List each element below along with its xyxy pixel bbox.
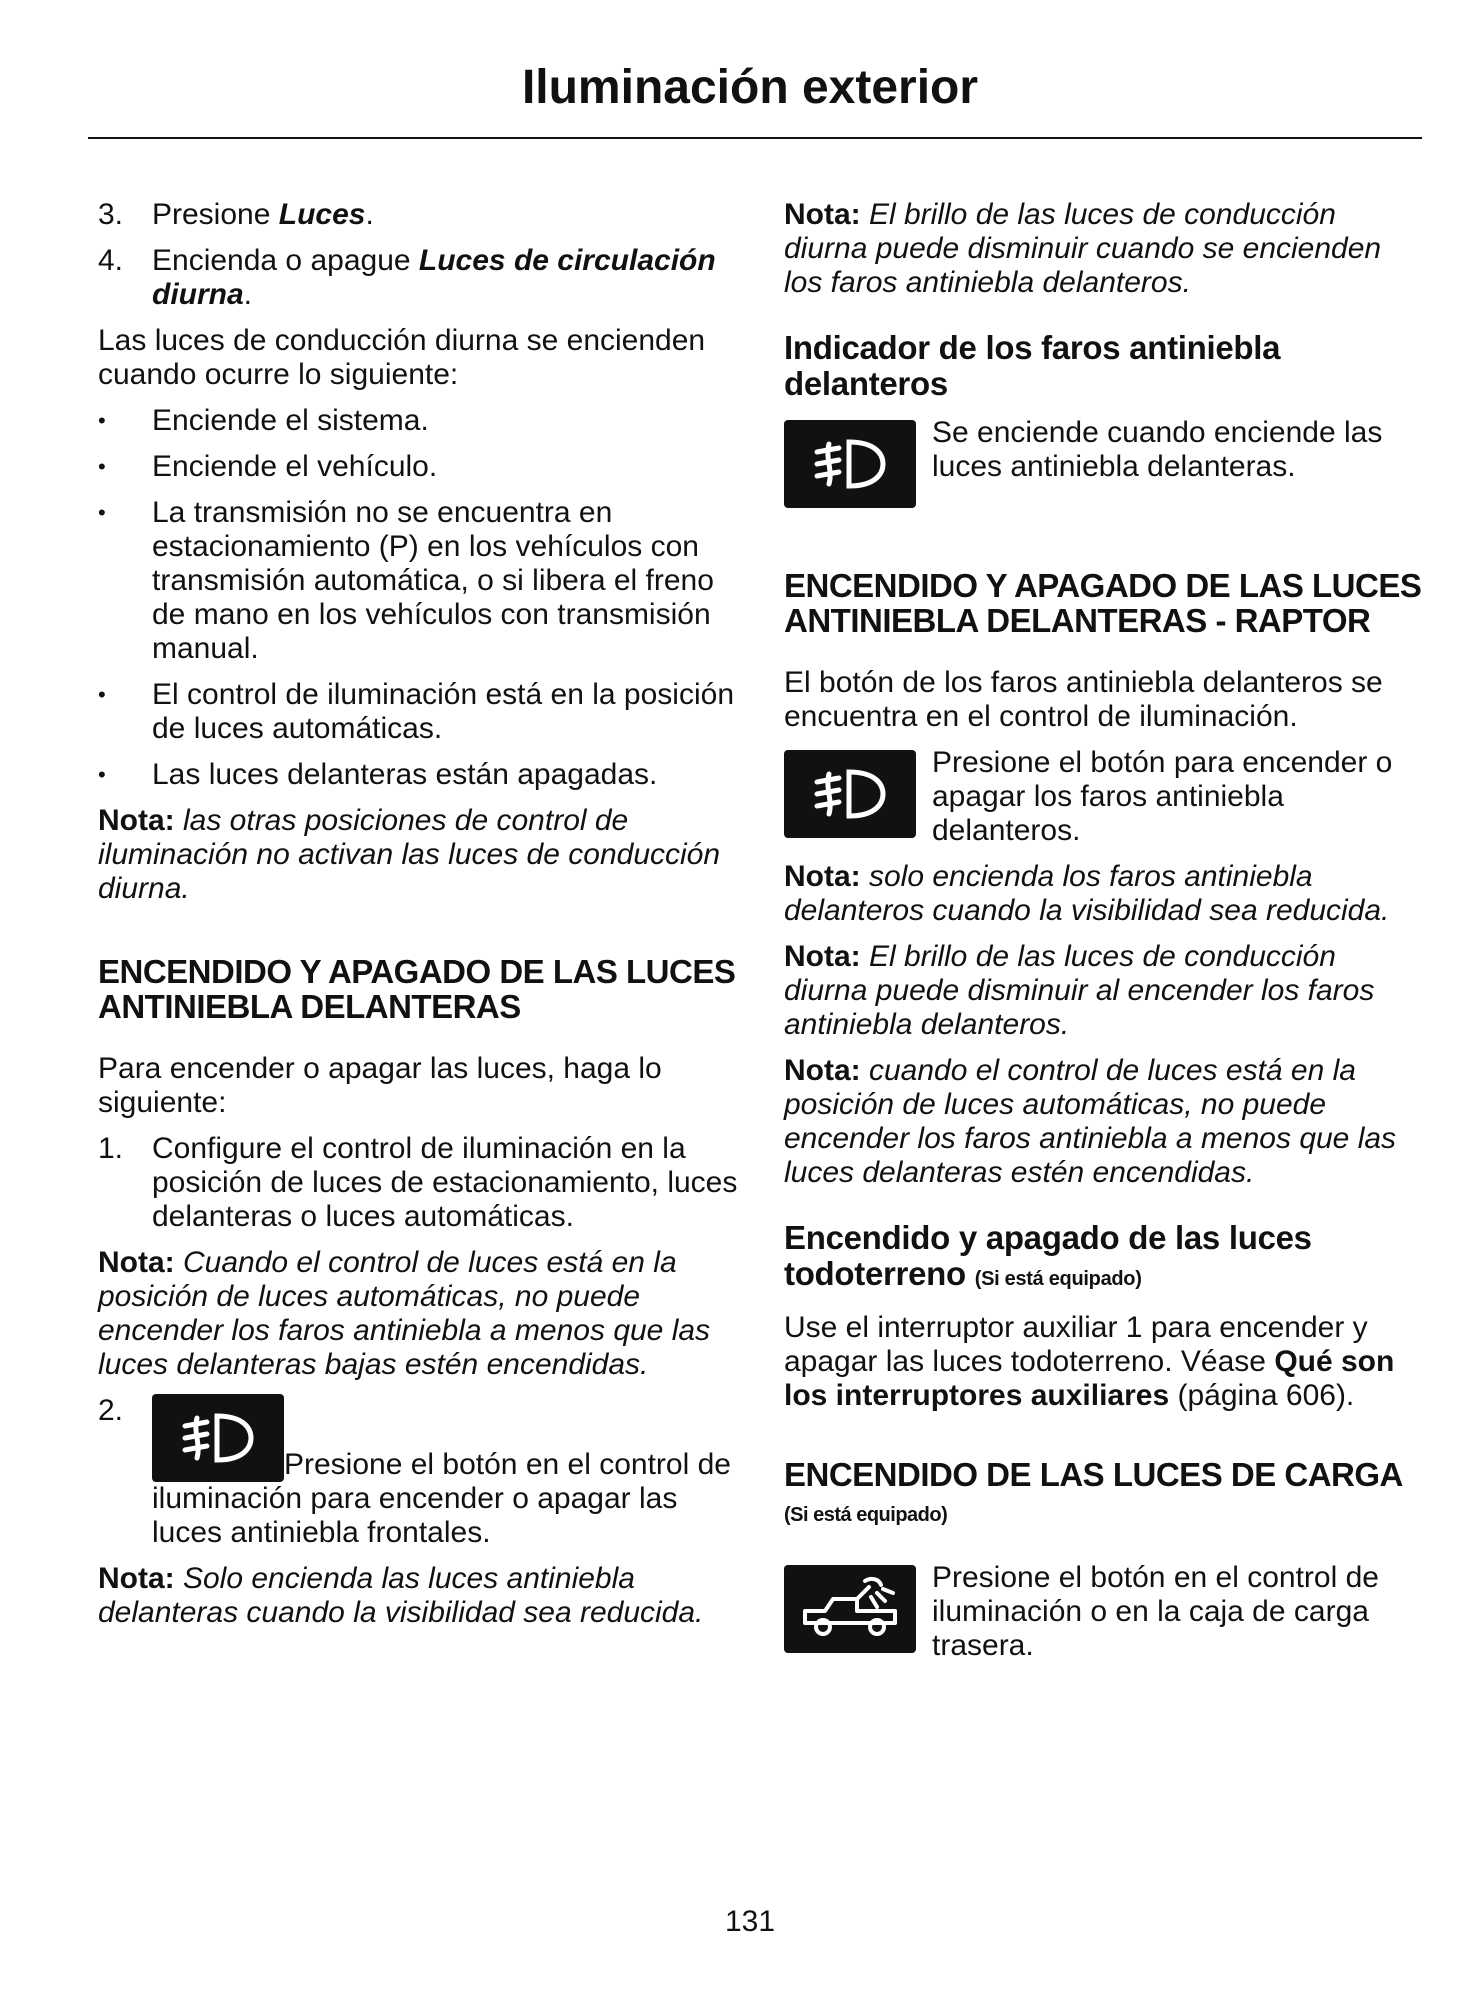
step-4: 4. Encienda o apague Luces de circulación diurna. xyxy=(98,244,716,311)
aux-switches-link[interactable]: Qué son los interruptores auxiliares xyxy=(784,1345,1395,1412)
page-title: Iluminación exterior xyxy=(521,61,979,114)
step-number: 2. xyxy=(98,1394,124,1427)
note-label: Nota: xyxy=(98,804,175,837)
list-item: • Enciende el sistema. xyxy=(98,404,429,437)
note-raptor-drl: Nota: El brillo de las luces de conducción diurna puede disminuir al encender los faros antiniebla delanteros. xyxy=(784,940,1375,1041)
fog-lamp-glyph xyxy=(173,1408,263,1468)
note-label: Nota: xyxy=(98,1246,175,1279)
offroad-para: Use el interruptor auxiliar 1 para encender y apagar las luces todoterreno. Véase Qué son los interruptores auxiliares (página 606). xyxy=(784,1311,1395,1412)
raptor-fog-row: Presione el botón para encender o apagar los faros antiniebla delanteros. xyxy=(784,746,1424,848)
list-item: • La transmisión no se encuentra en estacionamiento (P) en los vehículos con transmisión automática, o si libera el freno de mano en los vehículos con transmisión manual. xyxy=(98,496,714,665)
heading-fog-indicator: Indicador de los faros antiniebla delanteros xyxy=(784,329,1281,402)
title-divider xyxy=(88,137,1422,139)
note-visibility: Nota: Solo encienda las luces antiniebla delanteras cuando la visibilidad sea reducida. xyxy=(98,1562,704,1629)
drl-intro: Las luces de conducción diurna se encienden cuando ocurre lo siguiente: xyxy=(98,324,706,391)
fog-intro: Para encender o apagar las luces, haga lo siguiente: xyxy=(98,1052,662,1119)
left-column xyxy=(98,198,738,1642)
note-label: Nota: xyxy=(98,1562,175,1595)
list-item: • Las luces delanteras están apagadas. xyxy=(98,758,658,791)
list-item: • Enciende el vehículo. xyxy=(98,450,438,483)
fog-lamp-icon xyxy=(784,420,916,508)
step-2: 2. Presione el botón en el control de iluminación para encender o apagar las luces antiniebla frontales. xyxy=(98,1394,731,1549)
step-number: 3. xyxy=(98,198,124,231)
page-number: 131 xyxy=(724,1905,776,1938)
fog-indicator-row: Se enciende cuando enciende las luces antiniebla delanteras. xyxy=(784,416,1424,508)
step-emphasis: Luces xyxy=(278,198,366,231)
fog-lamp-icon xyxy=(784,750,916,838)
cargo-lamp-icon xyxy=(784,1565,916,1653)
step-number: 1. xyxy=(98,1132,124,1165)
note-label: Nota: xyxy=(784,940,861,973)
step-number: 4. xyxy=(98,244,124,277)
note-label: Nota: xyxy=(784,860,861,893)
note-label: Nota: xyxy=(784,198,861,231)
heading-front-fog-lamps: ENCENDIDO Y APAGADO DE LAS LUCES ANTINIEBLA DELANTERAS xyxy=(98,953,736,1025)
raptor-intro: El botón de los faros antiniebla delanteros se encuentra en el control de iluminación. xyxy=(784,666,1383,733)
right-column xyxy=(784,198,1424,1675)
heading-cargo-lamps: ENCENDIDO DE LAS LUCES DE CARGA (Si está equipado) xyxy=(784,1456,1402,1526)
note-raptor-visibility: Nota: solo encienda los faros antiniebla delanteros cuando la visibilidad sea reducida. xyxy=(784,860,1390,927)
fog-lamp-icon xyxy=(152,1394,284,1482)
list-item: • El control de iluminación está en la posición de luces automáticas. xyxy=(98,678,734,745)
cargo-lamp-row: Presione el botón en el control de iluminación o en la caja de carga trasera. xyxy=(784,1561,1424,1663)
heading-offroad-lamps: Encendido y apagado de las luces todoterreno (Si está equipado) xyxy=(784,1219,1312,1292)
note-drl-brightness: Nota: El brillo de las luces de conducción diurna puede disminuir cuando se encienden los faros antiniebla delanteros. xyxy=(784,198,1382,299)
note-label: Nota: xyxy=(784,1054,861,1087)
step-emphasis: Luces de circulación diurna xyxy=(152,244,716,311)
equipped-tag: (Si está equipado) xyxy=(974,1268,1142,1290)
note-drl-positions: Nota: las otras posiciones de control de iluminación no activan las luces de conducción diurna. xyxy=(98,804,721,905)
step-1: 1. Configure el control de iluminación en la posición de luces de estacionamiento, luces delanteras o luces automáticas. xyxy=(98,1132,738,1233)
heading-fog-raptor: ENCENDIDO Y APAGADO DE LAS LUCES ANTINIEBLA DELANTERAS - RAPTOR xyxy=(784,567,1422,639)
equipped-tag: (Si está equipado) xyxy=(784,1504,948,1526)
note-raptor-auto: Nota: cuando el control de luces está en la posición de luces automáticas, no puede encender los faros antiniebla a menos que las luces delanteras estén encendidas. xyxy=(784,1054,1397,1189)
note-auto-lamps: Nota: Cuando el control de luces está en la posición de luces automáticas, no puede encender los faros antiniebla a menos que las luces delanteras bajas estén encendidas. xyxy=(98,1246,711,1381)
step-3: 3. Presione Luces. xyxy=(98,198,374,231)
